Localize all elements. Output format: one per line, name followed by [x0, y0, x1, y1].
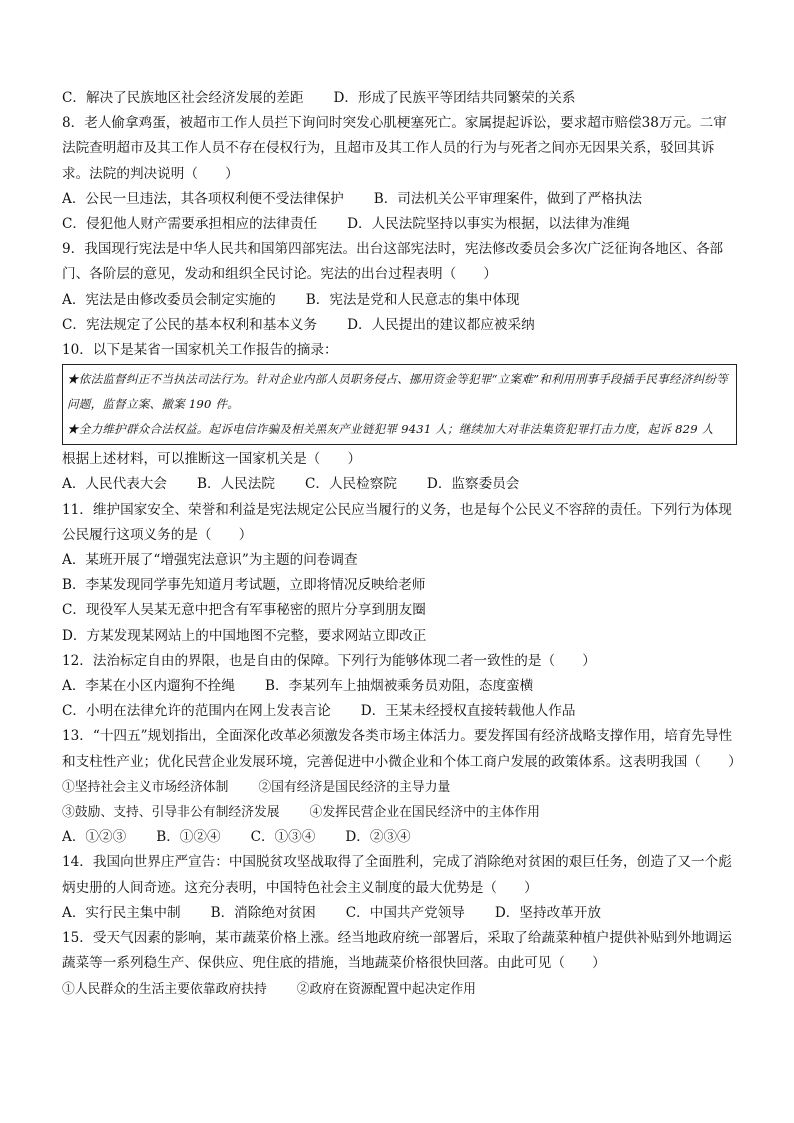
q10-option-d: D．监察委员会: [426, 476, 520, 493]
q8-option-d: D．人民法院坚持以事实为根据，以法律为准绳: [347, 216, 630, 233]
q10-material-item-1: ★依法监督纠正不当执法司法行为。针对企业内部人员职务侵占、挪用资金等犯罪“立案难”和利用刑事手段插手民事经济纠纷等问题，监督立案、撤案 190 件。: [67, 372, 728, 412]
q10-stem: 10．以下是某省一国家机关工作报告的摘录：: [62, 342, 338, 359]
q13-items-12: [62, 775, 737, 800]
q8-option-b: B．司法机关公平审理案件，做到了严格执法: [373, 190, 642, 207]
q15-stem: 15．受天气因素的影响，某市蔬菜价格上涨。经当地政府统一部署后，采取了给蔬菜种植户提供补贴到外地调运蔬菜等一系列稳生产、保供应、兜住底的措施，当地蔬菜价格很快回落。由此可见（ ）: [62, 930, 732, 972]
q13-item-4: ④发挥民营企业在国民经济中的主体作用: [309, 805, 540, 821]
q13-option-b: B．①②④: [156, 829, 221, 846]
q8-options-ab: [62, 187, 737, 212]
q14-option-c: C．中国共产党领导: [345, 904, 465, 921]
q15-item-2: ②政府在资源配置中起决定作用: [296, 981, 476, 997]
q10-options: [62, 472, 737, 497]
q12-option-c: C．小明在法律允许的范围内在网上发表言论: [62, 703, 331, 720]
q9-options-cd: [62, 313, 737, 338]
q15-items-12: [62, 977, 737, 1002]
q12-options-cd: [62, 699, 737, 724]
q13-item-2: ②国有经济是国民经济的主导力量: [258, 779, 451, 795]
q8-options-cd: [62, 212, 737, 237]
q11-stem: 11．维护国家安全、荣誉和利益是宪法规定公民应当履行的义务，也是每个公民义不容辞的责任。下列行为体现公民履行这项义务的是（ ）: [62, 501, 732, 543]
q14-stem: 14．我国向世界庄严宣告：中国脱贫攻坚战取得了全面胜利，完成了消除绝对贫困的艰巨任务，创造了又一个彪炳史册的人间奇迹。这充分表明，中国特色社会主义制度的最大优势是（ ）: [62, 854, 732, 896]
exam-page: [62, 86, 742, 1002]
q8-option-a: A．公民一旦违法，其各项权利便不受法律保护: [62, 190, 344, 207]
q13-item-3: ③鼓励、支持、引导非公有制经济发展: [62, 805, 280, 821]
q14-options: [62, 901, 737, 926]
q9-option-a: A．宪法是由修改委员会制定实施的: [62, 291, 276, 308]
q10-question: 根据上述材料，可以推断这一国家机关是（ ）: [62, 451, 362, 468]
q9-stem: 9．我国现行宪法是中华人民共和国第四部宪法。出台这部宪法时，宪法修改委员会多次广泛征询各地区、各部门、各阶层的意见，发动和组织全民讨论。宪法的出台过程表明（ ）: [62, 241, 724, 283]
q11-option-d: D．方某发现某网站上的中国地图不完整，要求网站立即改正: [62, 627, 427, 644]
q8-option-c: C．侵犯他人财产需要承担相应的法律责任: [62, 216, 318, 233]
q12-stem: 12．法治标定自由的界限，也是自由的保障。下列行为能够体现二者一致性的是（ ）: [62, 652, 596, 669]
q13-items-34: [62, 800, 737, 825]
q10-option-b: B．人民法院: [196, 476, 275, 493]
q9-option-c: C．宪法规定了公民的基本权利和基本义务: [62, 316, 318, 333]
q10-option-a: A．人民代表大会: [62, 476, 167, 493]
q12-options-ab: [62, 674, 737, 699]
q12-option-d: D．王某未经授权直接转载他人作品: [360, 703, 576, 720]
q10-material-box: [62, 364, 737, 445]
q13-option-a: A．①②③: [62, 829, 127, 846]
q13-options: [62, 825, 737, 850]
q15-item-1: ①人民群众的生活主要依靠政府扶持: [62, 981, 267, 997]
q10-option-c: C．人民检察院: [304, 476, 397, 493]
q12-option-b: B．李某列车上抽烟被乘务员劝阻，态度蛮横: [264, 678, 534, 695]
q10-material-item-2: ★全力维护群众合法权益。起诉电信诈骗及相关黑灰产业链犯罪 9431 人；继续加大对非法集资犯罪打击力度，起诉 829 人: [67, 422, 714, 437]
q8-stem: 8．老人偷拿鸡蛋，被超市工作人员拦下询问时突发心肌梗塞死亡。家属提起诉讼，要求超市赔偿38万元。二审法院查明超市及其工作人员不存在侵权行为，且超市及其工作人员的行为与死者之间亦无因果关系，驳回其诉求。法院的判决说明（ ）: [62, 115, 727, 182]
q12-option-a: A．李某在小区内遛狗不拴绳: [62, 678, 235, 695]
q14-option-b: B．消除绝对贫困: [210, 904, 316, 921]
q9-option-b: B．宪法是党和人民意志的集中体现: [305, 291, 520, 308]
q13-stem: 13．“十四五”规划指出，全面深化改革必须激发各类市场主体活力。要发挥国有经济战略支撑作用，培育先导性和支柱性产业；优化民营企业发展环境，完善促进中小微企业和个体工商户发展的政策体系。这表明我国（ ）: [62, 728, 742, 770]
q9-options-ab: [62, 288, 737, 313]
q13-option-c: C．①③④: [250, 829, 316, 846]
q9-option-d: D．人民提出的建议都应被采纳: [347, 316, 535, 333]
q14-option-d: D．坚持改革开放: [494, 904, 601, 921]
q13-option-d: D．②③④: [345, 829, 411, 846]
q13-item-1: ①坚持社会主义市场经济体制: [62, 779, 229, 795]
q11-option-c: C．现役军人吴某无意中把含有军事秘密的照片分享到朋友圈: [62, 602, 426, 619]
q7-options-cd: [62, 86, 737, 111]
q11-option-a: A．某班开展了“增强宪法意识”为主题的问卷调查: [62, 552, 358, 569]
q11-option-b: B．李某发现同学事先知道月考试题，立即将情况反映给老师: [62, 577, 426, 594]
q14-option-a: A．实行民主集中制: [62, 904, 181, 921]
q7-option-d: D．形成了民族平等团结共同繁荣的关系: [333, 90, 576, 106]
q7-option-c: C．解决了民族地区社会经济发展的差距: [62, 90, 304, 106]
